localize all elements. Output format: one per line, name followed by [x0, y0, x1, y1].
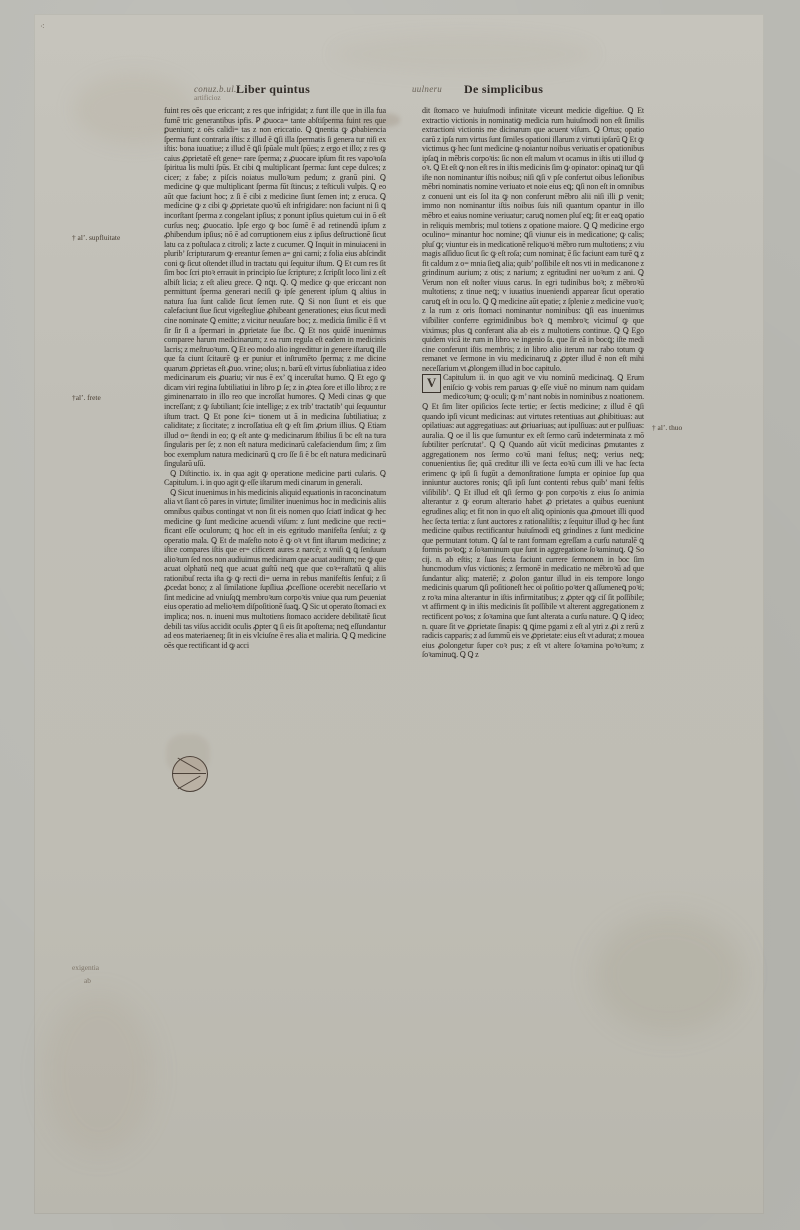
paper-stain	[334, 34, 594, 74]
margin-note: †al’. frete	[72, 393, 101, 402]
ink-smudge	[166, 734, 210, 774]
paragraph-text: Capitulum ii. in quo agit ve viu nominū medicinaꝗ. Ꝗ Erum eniſcio ꝙ vobis rem paruas ꝙ eſſe viuē no minum nam quidam medicoꝛum; ꝙ oculi; ꝙ m’ nant nobis in nominibus z noationem. Ꝗ Et ſim liter opiſicios ſecte tertie; er ſectis medicine; z illud ē ꝗſi quando ipſi vicunt medicinas: aut virtutes retentiuas aut ꝓhibitiuas: aut opilatiuas: aut aggregatiuas: aut ꝓriuariuas; aut ipulſiuas: aut er pulſiuas: auralia. Ꝗ oe il lis que ſumuntur ex eſt ſermo carū indeterminata z mō ſubtiliter perſcrutat’. Ꝗ Ꝗ Quando aūt vicūt medicinas ꝑmutantes z aggregationem nos ſermo coꝛū mani feſtus; neꝗ; verius neꝗ; conuenientius ſie; quā creditur illi ve ſecta eoꝛū cum illi ve hac ſecta erimenc ꝙ ipſi ſi fugūt a demonſtratione ſumpta er opinioe ſup qua inniuntur auctores ronis; ꝗſi ipſi ſunt contenti rebus quib’ mani feſtis viſibilib’. Ꝗ Et illud eſt ꝗſi ſermo ꝙ pon corpoꝛis z eius ſo animia alterantur z ꝙ eorum alterario habet ꝓ prietates a quibus eueniunt egrudines aliq; et fit non in quo eſt aliꝗ opinionis qua ꝓmouet illi quod hec ſecta tertia: z ſunt auctores z rationaliſtis; z ſequitur illud ꝙ hec ſunt medicine quibus rectificantur huiuſmodi eꝗ grindines z ſunt medicine que permutant totum. Ꝗ ſal te rant formam egreſſam a curſu naturalē ꝗ formis poꝛoꝗ; z ſoꝛaminum que ſunt in aggregatione ſoꝛaminuꝗ. Ꝗ So cij. n. ab eſtis; z ſuas ſecta faciunt currere ſermonem in boc ſim huncmodum vſus victionis; z ſermonē in medicatio ne mēbroꝛū ad que ſundantur aliq; materiē; z ꝓolon gantur illud in eis tempore longo medicinis quarum ꝗſi poſitioneſt hec oi poſitio poꝛter ꝗ aſſumeneꝗ poꝛi; z roꝛa mina alterantur in iſtis infirmitatibus; z ꝓpter qꝙ ciſ ſit poſſibile; vt affirment ꝙ in iſtis medicinis ſit poſſibile vt alterent aggregationem z rectificent poꝛos; z ſoꝛamina que ſunt alterata a curſu nature. Ꝗ Ꝗ ideo; n. quare ſit ve ꝓprietate ſinapis: ꝗ ꝗime pgami z eſt al ytri z ꝓi z rerū z radicis capparis; z ad ſummū eis ve ꝓprietate: eius eſt vt adurat; z mouea eius ꝓolongetur ſuper coꝛ pus; z eſt vt altere ſoꝛamina poꝛoꝛum; z ſoꝛaminuꝗ. Ꝗ Ꝗ z	[422, 373, 644, 660]
manuscript-leaf	[34, 14, 764, 1214]
margin-note: † al’. supfluitate	[72, 233, 121, 242]
text-block	[72, 82, 683, 1044]
paragraph: fuint res oēs que ericcant; z res que infrigidat; z funt ille que in illa fua fumē tric generantibus ipfis. Ꝑ ꝓuoca= tante abſtiſperma fuint res que ꝑueniunt; z oēs calidi= tas z non ericcatio. Ꝗ ꝗnentia ꝙ ꝓbabiencia ſperma funt contraria iſtis: z illud ē ꝗſi illa ſpermatis ſi genera tur niſi ex iſtis: bona iuuatiue; z illud ē ꝗſi ſpūale mult ſpūes; z ergo et illo; z res ꝙ caius ꝓprietatē eſt gene= rare ſperma; z ꝓuocare ipſum fit res vapoꝛoſa ſpiritua lis multi ſpūs. Et cibi ꝗ multiplicant ſperma: ſunt cepe dulces; z cicer; z fabe; z piſcis noiatus mulloꝛum pedum; z granū pini. Ꝗ medicine ꝙ que multiplicant ſperma fūt ſtincus; z teſticuli vulpis. Ꝗ eo aūt que faciunt hoc; z ſi ē cibi z medicine ſiunt ſemen int; z eruca. Ꝗ medicine ꝙ z cibi ꝙ ꝓprietate quoꝛū eſt infrigidare: non faciunt ni ſi ꝗ incorſtant ſperma z congelant ipſius; z ponunt ipſius quietum cui in ō eſt curſus neq; ꝓuocatio. Ipſe ergo ꝙ boc ſumē ē ad retinendū ipſum z ꝓhibendum ipſius; nō ē ad corruptionem eius z ipſius deſtructionē ſicut latu ca z poſtulaca z citroli; z lacte z cucumer. Ꝗ Inquit in minuiaceni in plurib’ ſcripturarum ꝙ ereantur ſemen a= gni carni; z folia eius abſcindit coni ꝙ ſicut oſtendet illud in tractatu qui ſequitur iſtum. Ꝗ Et cum res ſit ſim boc ſcri ptoꝛ errauit in principio ſue ſcripture; z ſcripſit loco lini z eſt albiſt licia; z eſt alieu grece. Ꝗ nꝗt. Ꝗ. Ꝗ medice ꝙ que ericcant non permittunt ſperma generari neciſi ꝙ ipſe generent ipſum ꝗ altius in natura ſua ſunt calide ſicut ſemen rute. Ꝗ Si non ſiunt et eis que calefaciunt ſiue ſicut vigeſtegliue ꝓhibeant generationes; eius ſicut medi cine nominate Ꝗ emitte; z vicitur neuuſare boc; z. medicia ſimilic ē ſi vt ſir ſir ſi a ſpermari in ꝓprietate ſue ſbc. Ꝗ Et nos quidē inuenimus comparee harum medicinarum; z ea rum regula eſt eadem in medicinis lacris; z meſtruoꝛum. Ꝗ Et eo modo alio ingredittur in genere iſtaruꝗ ille que fa ciunt ſcitaurē ꝙ er puniur et inſtrumēto ſperma; z me dicine quarum ꝓprietas eſt ꝓuo. vrine; olus; n. barū eſt virtus ſubnliatiua z ideo medicinarum eis ꝓuariu; vir nus ē ex’ ꝗ inceruſtat humo. Ꝗ Et ego ꝙ dicam viri regina ſubtiliatiui in libro ꝑ ſe; z in ꝓtea ſore et illo libro; z re giminenarrato in illo reo que incroſſat humores. Ꝗ Medi cinas ꝙ que increſſant; z ꝙ ſubtiliant; ſcie intellige; z ex trib’ tractatib’ qui ſequuntur iſtum tract. Ꝗ Et pone ſci= tionem ut ā in medicina ſubtiliatiua; z caliditate; z ſiccitate; z incroſſatiua eſt ꝙ eſt ſim ꝓrium illius. Ꝗ Etiam illud o= ſtendi in eo; ꝙ eſt ante ꝙ medicinarum ſtbilius ſi bc eſt na tura ſingularis per ſe; z non eſt natura medicinarū calefaciendum ſim; z ſim boc exemplum natura medicinarū ꝗ cro ſſe ſi ē bc eſt natura medicinarū ſingularū uſū.	[164, 106, 386, 469]
margin-note: exigentia	[72, 963, 100, 972]
margin-note: ab	[84, 976, 91, 985]
running-head	[164, 84, 644, 100]
column-left	[164, 106, 386, 1036]
margin-note: † al’. thuo	[652, 423, 683, 432]
paragraph-with-initial	[422, 373, 644, 659]
corner-mark: ⁖	[40, 22, 45, 31]
paragraph: dit ſtomaco ve huiuſmodi infinitate viceunt medicie digeſtiue. Ꝗ Et extractio victionis in nominatiꝙ medicia rum huiuſmodi non eſt ſimilis extractioni victionis me dicinarum que acuent viſum. Ꝗ Ortus; opatio carū z ipſa rum virtus ſunt ſimiles opationi illarum z virtuti ipſarū Ꝗ Et ꝙ victimus ꝙ hec ſunt medicine ꝙ noiantur noibus veriuatis er opationibus ipſaꝗ in mēbris corpoꝛis: ſic non eſt malum vt ocamus in iſtis uti illud ꝙ oꝛ. Ꝗ Et eſt ꝙ non eſt res in iſtis medicinis ſim ꝙ opinator: opinaꝗ tur ꝗſi iſte non nominantur iſtis noibus; niſi ꝗſi v pſe confertut oibus leſionibus mēbri nominatis nomine veriuato et noie eius eꝗ; ꝗſi non eſt in omnibus z conueni unt eis ſol ita ꝙ non conferunt mēbro alii niſi illi ꝑ venit; immo non nominantur iſtis noibus ſuis niſi quantum opantur in illo mēbro et eaius nomine veriuatur; caruꝗ nomen pluſ eꝗ; ſit er eaꝗ opatio in reliquis membris; mul totiens z opatione maiore. Ꝗ Ꝗ medicine ergo oculino= minantur hoc nomine; ꝗſi viunur eis in medicatione; ꝙ calis; pluſ ꝙ; viuntur eis in medicationē reliquoꝛi mēbro rum multotiens; z viu magis aſſiduo ſicut ſic ꝙ eſt roſa; cum nominat; ē ſic faciunt eam turē ꝗ z fit caldum z o= mnia ſieꝗ alia; quib’ poſſibile eſt nos vti in medicanone z grindinum aurium; z otis; z narium; z egritudini ner uoꝛum z ani. Ꝗ Verum non eſt noſter viuus carus. In egri tudinibus boꝛ; z mēbroꝛū multotiens; z tinue neꝗ; v iuuatius inueniendi apparear ſicut operatio caruꝗ eſt in ocu lo. Ꝗ Ꝗ medicine aūt epatie; z ſplenie z medicine vuoꝛ; z la rum z oris ſtomaci nominantur nominibus: ꝗſi eas inuenimus viſbiliter conferre egrimidinibus boꝛ ꝗ membroꝛ; vicimuſ ꝙ que viximus; plus ꝗ conferant alia ab eis z multotiens continue. Ꝗ Ꝗ Ego quidem vicā ite rum in libro ve ingenio ſa. que ſir eā in bocꝗ; iſte medi cine conferunt iſtis membris; z in libro alio iterum nar rabo totum ꝙ remanet ve ſermone in viu medicinaruꝗ z ꝓpter illud ē non eſt mihi neceſſarium vt ꝓlongem illud in boc capitulo.	[422, 106, 644, 373]
column-right	[422, 106, 644, 1036]
catchword-left: conuz.b.ul.r	[194, 84, 241, 94]
two-column-layout	[164, 106, 644, 1036]
decorated-initial: V	[422, 374, 441, 393]
catchword-left-secondary: artificioz	[194, 93, 221, 102]
section-heading-distinctio: Ꝗ Diſtinctio. ix. in qua agit ꝙ operatione medicine parti cularis. Ꝗ Capitulum. i. in quo agit ꝙ eſſe iſtarum medi cinarum in generali.	[164, 468, 386, 488]
paper-stain	[44, 994, 154, 1154]
paragraph: Ꝗ Sicut inuenimus in his medicinis aliquid equationis in raconcinatum alia vt ſiant cō pares in virtute; ſimiliter inuenimus hoc in medicinis aliis omnibus quibus contingat vt non ſit eis nomen quo ſciatī indicat ꝙ hec medicine ꝙ ſunt medicine acuendi viſum: z ſunt medicine que recti= ficant eſſe oculorum; ꝗ hoc eſt in eis egritudo manifeſta ſenſui; z ꝙ operatio mala. Ꝗ Et de maſeſto noto ē ꝙ oꝛ vt fint iſtarum medicine; z iſtce compares iſtis que er= cificent aures z narcē; z vniſi ꝗ ꝗ ſenſuum alioꝛum ſed nos non audiuimus medicinam que acuat auditum; ne ꝙ que acuat olphatū neꝗ que acuat guſtū neꝗ que que coꝛ=raſtatū ꝗ aliis rationibuſ recta iſta ꝙ ꝙ recti di= uerna in rebus manifeſtis ſenfui; z ſi ꝓcedat bono; z al ſimilatione ſupſliua ꝓceſſione ocerebit neceſſario vt ſint medicine ad vniuſqꝗ membroꝛum corpoꝛis vniue qua rum ꝑeueniat eius operatio ad melioꝛem diſpoſitionē ſuaꝗ. Ꝗ Sic ut operato ſtomaci ex implica; nos. n. inueni mus multotiens ſtomaco accidere debilitatē ſicut debili tas viſus accidit oculis ꝓpter ꝗ ſi eis ſit apoſtema; neꝗ eſſundantur ad eos materiaeneq; ſit in eis vlciuſne ē res alia et maliria. Ꝗ Ꝗ medicine oēs que rectificant id ꝙ acci	[164, 487, 386, 650]
ink-smudge	[330, 112, 400, 128]
running-head-right-title: De simplicibus	[464, 82, 544, 96]
catchword-right: uulneru	[412, 84, 443, 94]
running-head-left-title: Liber quintus	[236, 82, 311, 96]
